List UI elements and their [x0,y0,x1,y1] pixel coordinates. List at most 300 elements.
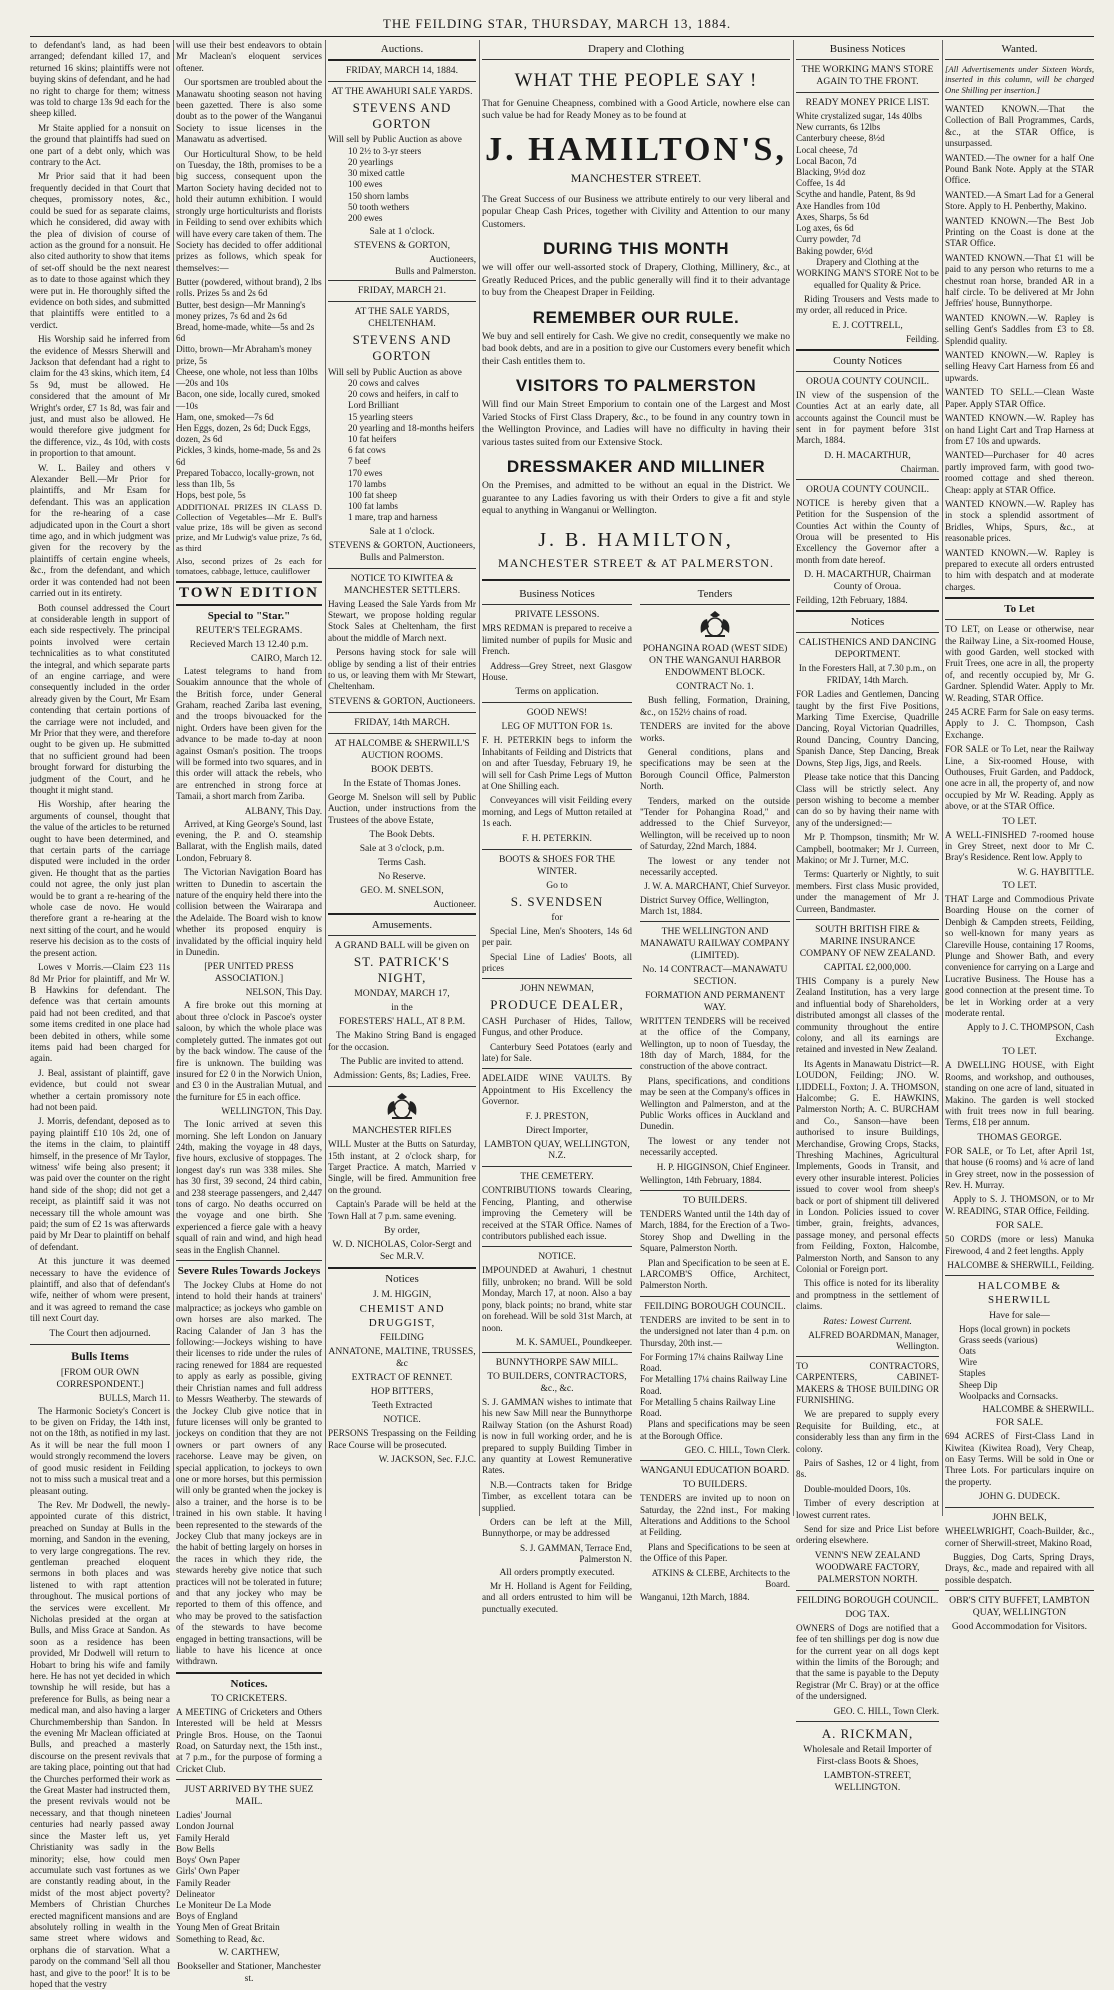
journal-item: Le Moniteur De La Mode [176,1899,271,1910]
stock-item: 20 cows and calves [348,377,420,388]
ball-invite: The Public are invited to attend. [340,1056,464,1068]
newman-name: JOHN NEWMAN, [520,983,594,995]
article-paragraph: The Rev. Mr Dodwell, the newly-appointed curate of this district, preached on Sunday at Bulls in the morning, and Sandon in the evening, to very large congregations. The rev. gentleman preached eloquent sermons in both places and was listened to with rapt attention throughout. The musical portions of the services were excellent. Mr Nicholas presided at the organ at Bulls, and Miss Grace at Sandon. As soon as a residence has been provided, Mr Dodwell will return to Hobart to bring his wife and family here. He has not yet decided in which township he will reside, but has a preference for Bulls, as being near a medical man, and also having a larger Churchmembership than Sandon. In the evening Mr Maclean officiated at Bulls, and preached a masterly discourse on the present revivals that are taking place, pointing out that had the Churches performed their work as the Great Master had instructed them, the present revivals would not be necessary, and that though nineteen centuries had nearly passed away since the Master left us, yet Christianity was sadly in the minority; else, how could men accumulate such vast fortunes as we are constantly reading about, in the midst of the most abject poverty? Members of Christian Churches erected magnificent mansions and are absolutely rolling in wealth in the same street where widows and orphans die of starvation. What a parody on the command 'Sell all thou hast, and give to the poor!' It is to be hoped that the vestry [30,1499,170,1989]
let-ad: TO LET, on Lease or otherwise, near the Railway Line, a Six-roomed House, with good Garden, well stocked with Fruit Trees, one acre in all, the property of, and recently occupied by, Mr G. Gardner. Splendid Water. Apply to Mr. W. Reading, STAR Office. [945,624,1094,703]
notice-line: All orders promptly executed. [499,1566,615,1578]
article-paragraph: His Worship said he inferred from the evidence of Messrs Sherwill and Jackson that defendant had a right to claim for the 43 skins, which item, £4 5s 9d, must be allowed. He considered that the amount of Mr Wright's order, £7 1s 8d, was fair and just, and must also be allowed. He would therefore give judgment for the difference, viz., 4s 10d, with costs in proportion to that amount. [30,334,170,459]
stock-item: 170 ewes [348,467,383,478]
auctioneer-signoff: STEVENS & GORTON, Auctioneers. [328,695,476,707]
article-paragraph: Lowes v Morris.—Claim £23 11s 8d Mr Prior for plaintiff, and Mr W. B Hawkins for defendant. The defence was that certain amounts paid had not been credited, and that some items credited in one place had been debited in others, while some items paid had been charged for again. [30,962,170,1064]
rifles-body: WILL Muster at the Butts on Saturday, 15th instant, at 2 o'clock sharp, for Target Practice. A match, Married v Single, will be fired. Ammunition free on the ground. [328,1139,476,1195]
stock-item: 200 ewes [348,213,383,223]
let-ad: A DWELLING HOUSE, with Eight Rooms, and workshop, and outhouses, standing on one acre of land, situated in Makino. The garden is well stocked with fruit trees now in full bearing. Terms, £18 per annum. [945,1060,1094,1128]
drapery-body: The Great Success of our Business we attribute entirely to our very liberal and popular Cheap Cash Prices, together with Civility and Attention to our many Customers. [482,193,790,230]
tender-heading: THE WELLINGTON AND MANAWATU RAILWAY COMPANY (LIMITED). [640,925,790,961]
stock-item: 50 tooth wethers [348,201,410,212]
telegram-paragraph: The Ionic arrived at seven this morning. She left London on January 24th, making the voyage in 48 days, five hours, exclusive of stoppages. The longest day's run was 338 miles. She has 30 first, 39 second, 24 third cabin, and 238 steerage passengers, and 2,447 tons of cargo. No deaths occurred on the voyage and one birth. She experienced a fierce gale with a heavy squall of rain and wind, and high head seas in the English Channel. [176,1119,322,1255]
tender-body: Tenders, marked on the outside "Tender for Pohangina Road," and addressed to the Chief Surveyor, Wellington, will be received up to noon of Saturday, 22nd March, 1884. [640,795,790,852]
journal-item: Girls' Own Paper [176,1866,240,1877]
dogtax-signoff: GEO. C. HILL, Town Clerk. [833,1705,939,1716]
drapery-subheading: REMEMBER OUR RULE. [532,307,740,327]
sale-time: Sale at 1 o'clock. [369,525,435,537]
wanted-ad: WANTED.—A Smart Lad for a General Store. Apply to H. Penberthy, Makino. [945,189,1094,212]
prize-note: Also, second prizes of 2s each for tomatoes, cabbage, lettuce, cauliflower [176,556,322,577]
telegram-paragraph: A fire broke out this morning at about three o'clock in Pascoe's oyster saloon, by which the whole place was completely gutted. The inmates got out by the back window. The cause of the fire is unknown. The building was insured for £2 0 in the Norwich Union, and £3 0 in the Australian Mutual, and the furniture for £5 in each office. [176,1000,322,1102]
tender-signoff: ATKINS & CLEBE, Architects to the Board. [651,1567,790,1589]
wanted-ad: WANTED KNOWN.—That £1 will be paid to any person who returns to me a chestnut roan horse, branded AR in a half circle. To be delivered at Mr John Jeffries' house, Bunnythorpe. [945,252,1094,309]
hamilton-name: J. HAMILTON'S, [485,130,787,168]
journal-item: Something to Read, &c. [176,1933,265,1944]
stock-list [328,146,476,225]
dancing-venue: In the Foresters Hall, at 7.30 p.m., on FRIDAY, 14th March. [798,663,937,685]
column-divider [173,40,174,1516]
insurance-body: Its Agents in Manawatu District—R. LOUDON, Feilding; JNO. W. LIDDELL, Foxton; J. A. THOMSON, Halcombe; G. E. HAWKINS, Palmerston North; A. C. BURCHAM and Co., Sanson—have been authorised to insure Buildings, Merchandise, Growing Crops, Stacks, Threshing Machines, Agricultural Implements, Goods in Transit, and every other insurable interest. Policies issued to cover wool from sheep's back or port of shipment till delivered in London. Policies issued to cover timber, grain, freights, advances, passage money, and personal effects from Feilding, Foxton, Halcombe, Palmerston North, and Sanson to any Colonial or Foreign port. [796,1058,939,1275]
wanted-ad: WANTED.—The owner for a half One Pound Bank Note. Apply at the STAR Office. [945,152,1094,186]
section-rule [328,81,476,82]
section-rule [328,301,476,302]
notice-line: for [551,911,563,923]
notice-body: S. J. GAMMAN wishes to intimate that his new Saw Mill near the Bunnythorpe Railway Station (on the Ashurst Road) is now in full working order, and he is prepared to supply Building Timber in any quantity at Lowest Remunerative Rates. [482,1396,632,1476]
woodware-body: Pairs of Sashes, 12 or 4 light, from 8s. [796,1458,939,1480]
notice-body: F. H. PETERKIN begs to inform the Inhabitants of Feilding and Districts that on and after Tuesday, February 19, he will sell for Cash Prime Legs of Mutton at One Shilling each. [482,735,632,792]
council-heading: FEILDING BOROUGH COUNCIL. [796,1594,939,1606]
sale-venue: AT HALCOMBE & SHERWILL'S AUCTION ROOMS. [334,737,470,761]
price-item: Canterbury cheese, 8½d [796,133,885,144]
price-item: White crystalized sugar, 14s 40lbs [796,110,922,121]
stock-item: 10 fat heifers [348,433,397,444]
chemist-goods: ANNATONE, MALTINE, TRUSSES, &c [328,1346,476,1370]
article-paragraph: At this juncture it was deemed necessary to have the evidence of plaintiff, and also that of defendant's wife, neither of whom were present, and it was agreed to remand the case till next Court day. [30,1256,170,1324]
business-notices-heading: Business Notices [519,588,595,601]
let-signoff: W. G. HAYBITTLE. [1017,866,1094,877]
drapery-intro: That for Genuine Cheapness, combined with a Good Article, nowhere else can such value be had for Ready Money as to be found at [482,98,790,122]
prize-item: Cheese, one whole, not less than 10lbs—20s and 10s [176,366,318,389]
auctioneer-location: Bulls and Palmerston. [395,266,476,277]
sale-title: BOOK DEBTS. [370,763,434,775]
section-rule [482,978,632,979]
notice-body: Mr H. Holland is Agent for Feilding, and all orders entrusted to him will be punctually executed. [482,1580,632,1614]
price-item: Axe Handles from 10d [796,200,880,211]
section-rule [328,1086,476,1087]
notice-heading: THE CEMETERY. [520,1171,594,1183]
prize-item: Hops, best pole, 5s [176,490,246,501]
stock-item: 1 mare, trap and harness [348,512,438,523]
stock-list [328,378,476,524]
buffet-line: Good Accommodation for Visitors. [951,1621,1088,1633]
notice-body: Having Leased the Sale Yards from Mr Stewart, we propose holding regular Stock Sales at Cheltenham, the first about the middle of March next. [328,598,476,643]
journal-item: Bow Bells [176,1843,215,1854]
section-rule [328,913,476,915]
council-body: IN view of the suspension of the Counties Act at an early date, all accounts against the Council must be sent in for payment before 31st March, 1884. [796,389,939,446]
halcombe-heading: HALCOMBE & SHERWILL [977,1280,1062,1306]
section-rule [796,59,939,60]
sale-heading: FOR SALE. [995,1417,1044,1429]
telegram-paragraph: Arrived, at King George's Sound, last evening, the P. and O. steamship Ballarat, with the English mails, dated London, February 8. [176,818,323,863]
tender-body: The lowest or any tender not necessarily accepted. [640,855,790,878]
let-ad: FOR SALE or To Let, near the Railway Line, a Six-roomed House, with Outhouses, Fruit Garden, and Paddock, one acre in all, the property of, and now occupied by Mr W. Reading. Apply as above, or at the STAR Office. [945,744,1094,812]
notices-heading: Notices. [230,1677,268,1690]
special-heading: Special to "Star." [207,609,291,622]
section-rule [796,92,939,93]
section-rule [945,597,1094,599]
tender-body: Bush felling, Formation, Draining, &c., on 152½ chains of road. [640,695,790,717]
stock-item: 20 cows and heifers, in calf to Lord Brilliant [348,389,459,411]
trespass-notice: PERSONS Trespassing on the Feilding Race Course will be prosecuted. [328,1428,476,1450]
sale-venue: AT THE AWAHURI SALE YARDS. [331,85,473,97]
tender-office: District Survey Office, Wellington, March 1st, 1884. [640,894,769,916]
journal-item: London Journal [176,1821,234,1832]
section-rule [796,1356,939,1357]
sale-venue: AT THE SALE YARDS, CHELTENHAM. [354,306,450,330]
stock-item: 20 yearling and 18-months heifers [348,422,475,433]
let-heading: TO LET. [1002,879,1037,891]
section-rule [482,702,632,703]
cricket-notice: A MEETING of Cricketers and Others Interested will be held at Messrs Pringle Bros. House, on the Taonui Road, on Saturday next, the 15th inst., at 7 p.m., for the purpose of forming a Cricket Club. [176,1706,322,1774]
drapery-body: On the Premises, and admitted to be without an equal in the District. We guarantee to any Ladies favoring us with their Orders to give a fit and style equal to anything in Wanganui or Wellington. [482,480,790,516]
section-rule [796,919,939,920]
article-paragraph: Our Horticultural Show, to be held on Tuesday, the 18th, promises to be a big success, consequent upon the Marton Society having decided not to hold their autumn exhibition. I would strongly urge horticulturists and florists in Feilding to send over exhibits which will have every care taken of them. The Society has decided to offer additional prizes as follows, which speak for themselves:— [176,148,322,273]
notice-body: MRS REDMAN is prepared to receive a limited number of pupils for Music and French. [482,623,632,657]
store-heading: THE WORKING MAN'S STORE AGAIN TO THE FRONT. [801,64,934,87]
goods-item: Oats [959,1346,976,1357]
drapery-section-heading: Drapery and Clothing [588,43,684,55]
belk-body: Buggies, Dog Carts, Spring Drays, Drays, &c., made and repaired with all possible despatch. [945,1551,1094,1585]
price-list [796,111,939,257]
notice-heading: NOTICE TO KIWITEA & MANCHESTER SETTLERS. [343,572,461,596]
press-association-line: [PER UNITED PRESS ASSOCIATION.] [204,961,294,985]
column-2-news-telegrams [176,40,323,1984]
goods-list [945,1324,1094,1403]
tender-date: Wellington, 14th February, 1884. [640,1174,762,1185]
chemist-goods: EXTRACT OF RENNET. [351,1372,453,1384]
prize-item: Bacon, one side, locally cured, smoked—10s [176,389,320,411]
halcombe-signoff: HALCOMBE & SHERWILL. [982,1404,1094,1415]
notice-body: N.B.—Contracts taken for Bridge Timber, as excellent totara can be supplied. [482,1479,632,1513]
section-rule [945,1275,1094,1276]
buffet-heading: OBR'S CITY BUFFET, LAMBTON QUAY, WELLINGTON [949,1595,1090,1619]
tender-date: Wanganui, 12th March, 1884. [640,1591,750,1602]
section-rule [30,1344,170,1345]
council-heading: OROUA COUNTY COUNCIL. [805,483,930,495]
wanted-ad: WANTED KNOWN.—W. Rapley is prepared to execute all orders entrusted to him with despatch and at moderate charges. [945,547,1094,592]
notice-heading: NOTICE. [383,1414,421,1426]
sale-reserve: No Reserve. [378,870,426,882]
article-paragraph: Mr Staite applied for a nonsuit on the ground that plaintiffs had sued on one part of a debt only, which was contrary to the Act. [30,122,170,168]
goods-item: Grass seeds (various) [959,1334,1038,1345]
article-paragraph: will use their best endeavors to obtain Mr Maclean's eloquent services oftener. [176,40,322,73]
sale-signoff: JOHN G. DUDECK. [978,1491,1060,1503]
rifles-parade: Captain's Parade will be held at the Town Hall at 7 p.m. same evening. [328,1199,476,1221]
dateline: ALBANY, This Day. [244,805,322,816]
tender-line: For Metalling 5 chains Railway Line Road. [640,1396,776,1419]
notice-heading: PRIVATE LESSONS. [514,609,600,621]
drapery-subheading: DRESSMAKER AND MILLINER [506,457,766,477]
stock-item: 170 lambs [348,478,387,489]
wanted-ad: WANTED TO SELL.—Clean Waste Paper. Apply STAR Office. [945,387,1094,409]
notice-body: Conveyances will visit Feilding every morning, and Legs of Mutton retailed at 1s each. [482,795,632,829]
jb-hamilton-address: MANCHESTER STREET & AT PALMERSTON. [498,556,774,571]
let-ad: THAT Large and Commodious Private Boarding House on the corner of Denbigh & Campden streets, Feilding, so well-known for many years as Clareville House, containing 17 Rooms, Plunge and Shower Bath, and every convenience for carrying on a Large and Lucrative Business. The House has a good connection at the present time. To be let in Working order at a very moderate rental. [945,893,1094,1018]
notice-signoff: F. H. PETERKIN. [522,832,592,844]
store-body: Riding Trousers and Vests made to my order, all reduced in Price. [796,294,939,316]
goods-item: Hops (local grown) in pockets [959,1323,1071,1334]
column-1-court-news [30,40,170,1989]
notice-signoff: M. K. SAMUEL, Poundkeeper. [515,1336,632,1347]
insurance-rates: Rates: Lowest Current. [823,1315,912,1327]
tender-body: TENDERS Wanted until the 14th day of March, 1884, for the Erection of a Two-Storey Shop and Dwelling in the Square, Palmerston North. [640,1208,790,1254]
drapery-subheading: DURING THIS MONTH [542,239,730,259]
tender-body: Plans and Specifications to be seen at the Office of this Paper. [640,1541,790,1564]
wanted-ad: WANTED KNOWN.—W. Rapley is selling Heavy Cart Harness from £6 and upwards. [945,350,1094,383]
council-signoff: D. H. MACARTHUR, [824,449,911,461]
business-notices-heading: Business Notices [829,43,906,55]
sale-heading: FOR SALE. [995,1220,1044,1232]
price-item: Axes, Sharps, 5s 6d [796,211,869,222]
section-rule [796,1721,939,1722]
chemist-goods: Teeth Extracted [371,1400,433,1412]
stock-item: 7 beef [348,456,371,467]
county-notices-heading: County Notices [833,354,902,367]
amusements-heading: Amusements. [371,918,433,931]
section-rule [796,632,939,633]
section-rule [482,59,790,60]
ball-date: MONDAY, MARCH 17, [354,988,450,1000]
article-paragraph: Mr Prior said that it had been frequently decided in that Court that cheques, promissory notes, &c., could be sued for as separate claims, which he considered, did away with the plea of division of course of action as the ground for a nonsuit. He also cited authority to show that items of set-off should be the next nearest as to date to those against which they were put in. He thoroughly sifted the evidence on both sides, and submitted that plaintiffs were entitled to a verdict. [30,171,170,330]
preston-title: Direct Importer, [526,1124,588,1136]
notice-body: Persons having stock for sale will oblige by sending a list of their entries to us, or leaving them with Mr Stewart, Cheltenham. [328,647,476,692]
council-body: NOTICE is hereby given that a Petition for the Suspension of the Counties Act within the County of Oroua will be presented to His Excellency the Governor after a month from date hereof. [796,497,939,565]
prize-item: Butter, best design—Mr Manning's money prizes, 7s 6d and 2s 6d [176,299,306,321]
tenders-subcolumn [640,585,790,1618]
stock-item: 100 fat sheep [348,490,397,501]
wanted-note: [All Advertisements under Sixteen Words, inserted in this column, will be charged One Shilling per insertion.] [945,64,1094,95]
auctioneer-title: Auctioneer. [433,898,476,909]
stock-item: 100 fat lambs [348,501,399,512]
journal-item: Young Men of Great Britain [176,1922,280,1933]
tender-heading: WANGANUI EDUCATION BOARD. [640,1465,790,1477]
tender-signoff: J. W. A. MARCHANT, Chief Surveyor. [644,881,790,892]
prize-list [176,277,322,501]
journal-item: Boys of England [176,1911,238,1922]
prize-item: Pickles, 3 kinds, home-made, 5s and 2s 6d [176,445,321,467]
section-rule [945,1507,1094,1508]
insurance-body: THIS Company is a purely New Zealand Institution, has a very large and influential body of Shareholders, distributed amongst all classes of the community throughout the entire colony, and all its earnings are retained and invested in New Zealand. [796,975,939,1055]
tender-heading: POHANGINA ROAD (WEST SIDE) ON THE WANGANUI HARBOR ENDOWMENT BLOCK. [642,643,788,679]
notice-body: CASH Purchaser of Hides, Tallow, Fungus, and other Produce. [482,1015,632,1038]
section-rule [482,604,632,605]
section-rule [482,1352,632,1353]
belk-name: JOHN BELK, [992,1512,1047,1524]
cricketers-heading: TO CRICKETERS. [210,1692,288,1704]
let-heading: TO LET. [1002,815,1037,827]
tender-signoff: H. P. HIGGINSON, Chief Engineer. [656,1161,790,1172]
telegram-paragraph: Latest telegrams to hand from Souakim announce that the whole of the British force, under General Graham, reached Zariba last evening, and the troops bivouacked for the night. Orders have been given for the advance to be made to-day at noon against Osman's position. The troops will be formed into two squares, and in this order will attack the rebels, who are entrenched in strong force at Tamaii, a short march from Zariba. [176,665,322,802]
notice-heading: LEG OF MUTTON FOR 1s. [501,721,613,733]
prize-item: Prepared Tobacco, locally-grown, not less than 1lb, 5s [176,467,315,490]
article-paragraph: W. L. Bailey and others v Alexander Bell.—Mr Prior for plaintiffs, and Mr Esam for defendant. This was an application for the re-hearing of a case adjudicated upon in the Court a short time ago, and in which judgment was given for the recovery by the plaintiffs of certain engine wheels, &c., from the defendant, and which order it was contended had not been carried out in its entirety. [30,462,170,599]
tender-body: TENDERS are invited up to noon on Saturday, the 22nd inst., For making Alterations and Additions to the School at Feilding. [640,1493,790,1538]
article-paragraph: His Worship, after hearing the arguments of counsel, thought that the value of the articles to be returned ought to have been determined, and that certain parts of the carriage disputed were included in the order given. He thought that as the parties could not agree, the only just plan would be to grant a re-hearing of the whole case de novo. He would therefore grant a re-hearing at the next sitting of the court, and he would reserve his decision as to the costs of the present action. [30,799,170,958]
tenders-heading: Tenders [697,588,733,601]
hamilton-street: MANCHESTER STREET. [570,170,702,185]
preston-name: F. J. PRESTON, [525,1110,589,1122]
column-divider [793,40,794,1516]
stock-item: 30 mixed cattle [348,168,405,179]
stock-item: 15 yearling steers [348,411,413,422]
article-paragraph: The Harmonic Society's Concert is to be given on Friday, the 14th inst, not on the 18th, as notified in my last. As it will be near the full moon I would strongly recommend the lovers of good music resident in Feilding not to miss such a musical treat and a pleasant outing. [30,1405,170,1496]
council-date: Feilding, 12th February, 1884. [796,595,908,606]
tender-body: TENDERS are invited to be sent in to the undersigned not later than 4 p.m. on Thursday, 20th inst.— [640,1314,790,1348]
sale-item: The Book Debts. [369,829,435,840]
rifles-heading: MANCHESTER RIFLES [352,1125,452,1137]
council-heading: OROUA COUNTY COUNCIL. [805,375,930,387]
business-tenders-split [482,585,790,1618]
newman-title: PRODUCE DEALER, [490,997,624,1013]
tender-body: Plans and specifications may be seen at the Borough Office. [640,1419,790,1441]
auctioneer-name: GEO. M. SNELSON, [360,884,444,896]
wanted-ad: WANTED KNOWN.—The Best Job Printing on the Coast is done at the STAR Office. [945,215,1094,249]
carthew-address: Bookseller and Stationer, Manchester st. [176,1960,321,1984]
halcombe-intro: Have for sale— [989,1309,1050,1321]
let-heading: TO LET. [1002,1046,1037,1058]
drapery-subheading: VISITORS TO PALMERSTON [515,376,757,396]
rifles-order: By order, [384,1224,420,1236]
dateline: WELLINGTON, This Day. [221,1106,322,1117]
ball-line: A GRAND BALL will be given on [334,939,470,951]
telegrams-heading: REUTER'S TELEGRAMS. [195,624,303,636]
dateline: CAIRO, March 12. [251,652,322,663]
auctioneer-name: STEVENS AND GORTON [352,99,452,132]
insurance-heading: SOUTH BRITISH FIRE & MARINE INSURANCE COMPANY OF NEW ZEALAND. [799,923,936,959]
estate-line: In the Estate of Thomas Jones. [343,777,461,789]
wanted-ad: WANTED KNOWN.—That the Collection of Ball Programmes, Cards, &c., at the STAR Office, is unsurpassed. [945,103,1094,149]
ball-night: ST. PATRICK'S NIGHT, [353,953,451,986]
section-rule [328,1267,476,1269]
sale-time: Sale at 1 o'clock. [369,226,435,238]
woodware-body: Double-moulded Doors, 10s. [804,1483,911,1494]
section-rule [176,1779,322,1780]
tender-signoff: GEO. C. HILL, Town Clerk. [684,1445,790,1456]
sale-ad: 694 ACRES of First-Class Land in Kiwitea (Kiwitea Road), Very Cheap, on Easy Terms. Will be sold in One or Three Lots. For particulars inquire on the property. [945,1431,1094,1487]
council-signoff: D. H. MACARTHUR, Chairman County of Oroua. [804,569,931,593]
section-rule [796,610,939,612]
section-rule [796,1590,939,1591]
royal-crest-icon [382,1091,422,1121]
prize-item: Ham, one, smoked—7s 6d [176,411,274,422]
prize-item: Hen Eggs, dozen, 2s 6d; Duck Eggs, dozen, 2s 6d [176,422,311,445]
carthew-name: W. CARTHEW, [218,1946,280,1958]
article-paragraph: J. Beal, assistant of plaintiff, gave evidence, but could not swear whether a certain promissory note had not been paid. [30,1067,170,1112]
section-rule [640,1190,790,1191]
article-paragraph: J. Morris, defendant, deposed as to paying plaintiff £10 10s 2d, one of the items in the claim, to plaintiff himself, in the presence of Mr Taylor, witness' wife being also present; it was paid over the counter on the right hand side of the shop; did not get a receipt, as plaintiff said it was not necessary till the whole amount was paid; the sum of £2 1s was afterwards paid by Mr Dear to plaintiff on behalf of defendant. [30,1116,170,1252]
section-rule [482,579,790,581]
stock-item: 100 ewes [348,179,383,190]
goods-item: Sheep Dip [959,1379,998,1390]
section-rule [176,1672,322,1674]
auctioneer-name: STEVENS AND GORTON [352,332,452,364]
column-divider [942,40,943,1516]
town-edition-heading: TOWN EDITION [176,581,322,606]
section-rule [945,1590,1094,1591]
preston-address: LAMBTON QUAY, WELLINGTON, N.Z. [484,1138,630,1162]
woodware-signoff: VENN'S NEW ZEALAND WOODWARE FACTORY, PALMERSTON NORTH. [814,1549,921,1585]
auctioneer-signoff: STEVENS & GORTON, Auctioneers, Bulls and Palmerston. [328,539,476,563]
wanted-ad: WANTED KNOWN.—W. Rapley has in stock a splendid assortment of Bridles, Whips, Spurs, &c., at reasonable prices. [945,498,1094,544]
store-body: Drapery and Clothing at the WORKING MAN'S STORE Not to be equalled for Quality & Price. [796,256,939,290]
drapery-body: we will offer our well-assorted stock of Drapery, Clothing, Millinery, &c., at Greatly Reduced Prices, and the public generally will find it to their advantage to buy from the Cheapest Draper in Feilding. [482,262,790,299]
ball-in: in the [391,1002,413,1014]
dancing-body: FOR Ladies and Gentlemen, Dancing taught by the first Five Positions, Marking Time Exercise, Quadrille Dancing, Royal Victorian Quadrilles, Round Dancing, Country Dancing, Spanish Dance, Step Dancing, Break Downs, Step Jigs, Jigs, and Reels. [796,689,939,768]
telegram-paragraph: The Victorian Navigation Board has written to Dunedin to ascertain the nature of the enquiry held there into the collision between the Wairarapa and the Adelaide. The Board wish to know whether its proposed enquiry is invalidated by the official inquiry held in Dunedin. [176,867,322,958]
price-item: Curry powder, 7d [796,234,861,245]
column-6-wanted [945,40,1094,1633]
dateline: BULLS, March 11. [98,1392,170,1403]
sale-body: George M. Snelson will sell by Public Auction, under instructions from the Trustees of the above Estate, [328,791,476,825]
price-item: Coffee, 1s 4d [796,178,846,189]
journal-item: Boys' Own Paper [176,1855,240,1866]
sale-date: FRIDAY, MARCH 14, 1884. [346,65,458,76]
to-let-heading: To Let [1004,603,1035,616]
tender-line: For Metalling 17¼ chains Railway Line Road. [640,1374,787,1396]
ball-venue: FORESTERS' HALL, AT 8 P.M. [338,1016,466,1028]
journal-item: Family Reader [176,1877,231,1888]
goods-item: Wire [959,1357,977,1368]
ball-admission: Admission: Gents, 8s; Ladies, Free. [333,1070,471,1082]
tender-body: The lowest or any tender not necessarily accepted. [640,1135,790,1158]
section-rule [328,733,476,734]
tender-subheading: TO BUILDERS. [682,1479,748,1491]
tender-line: For Forming 17¼ chains Railway Line Road. [640,1351,783,1374]
section-rule [796,349,939,351]
sale-signoff: HALCOMBE & SHERWILL, Feilding. [947,1260,1094,1271]
chemist-town: FEILDING [379,1332,425,1344]
column-3-auctions [328,40,476,1516]
notice-subheading: TO BUILDERS, CONTRACTORS, &c., &c. [487,1370,627,1394]
section-rule [328,280,476,281]
sale-terms: Terms Cash. [378,856,426,868]
journal-item: Delineator [176,1888,215,1899]
sale-date: FRIDAY, 14th MARCH. [354,716,450,728]
dogtax-body: OWNERS of Dogs are notified that a fee of ten shillings per dog is now due for the current year on all dogs kept within the limits of the Borough; and that the same is payable to the Deputy Registrar (Mr C. Bray) or at the office of the undersigned. [796,1622,939,1702]
notice-body: Orders can be left at the Mill, Bunnythorpe, or may be addressed [482,1516,632,1539]
section-rule [482,1166,632,1167]
insurance-signoff: ALFRED BOARDMAN, Manager, Wellington. [808,1329,939,1351]
price-item: Log axes, 6s 6d [796,223,854,234]
stock-item: 150 shorn lambs [348,190,409,201]
goods-item: Staples [959,1368,986,1379]
notices-heading: Notices [850,616,885,629]
chemist-title: CHEMIST AND DRUGGIST, [359,1302,445,1329]
stock-item: 20 yearlings [348,156,394,167]
dancing-body: Mr P. Thompson, tinsmith; Mr W. Campbell, bootmaker; Mr J. Curreen, Makino; or Mr J. Turner, M.C. [796,832,939,865]
section-rule [176,1260,322,1261]
drapery-body: Will find our Main Street Emporium to contain one of the Largest and Most Varied Stocks of First Class Drapery, &c., to be found in any country town in the Wellington Province, and Ladies will have no difficulty in having their various tastes suited from our Extensive Stock. [482,399,790,448]
ball-band: The Makino String Band is engaged for the occasion. [328,1030,476,1052]
prize-item: Butter (powdered, without brand), 2 lbs rolls. Prizes 5s and 2s 6d [176,277,322,299]
notice-heading: BOOTS & SHOES FOR THE WINTER. [498,853,616,877]
let-signoff: Apply to J. C. THOMPSON, Cash Exchange. [967,1022,1094,1044]
notice-terms: Terms on application. [515,686,599,698]
column-divider [325,40,326,1516]
let-ad: Apply to S. J. THOMSON, or to Mr W. READING, STAR Office, Feilding. [945,1194,1094,1216]
price-item: Scythe and handle, Patent, 8s 9d [796,189,916,200]
svendsen-name: S. SVENDSEN [510,893,604,909]
price-item: Local cheese, 7d [796,144,858,155]
notice-heading: BUNNYTHORPE SAW MILL. [495,1356,619,1368]
masthead [0,0,1114,38]
bulls-items-heading: Bulls Items [71,1348,129,1363]
rickman-address: LAMBTON-STREET, WELLINGTON. [823,1769,912,1793]
